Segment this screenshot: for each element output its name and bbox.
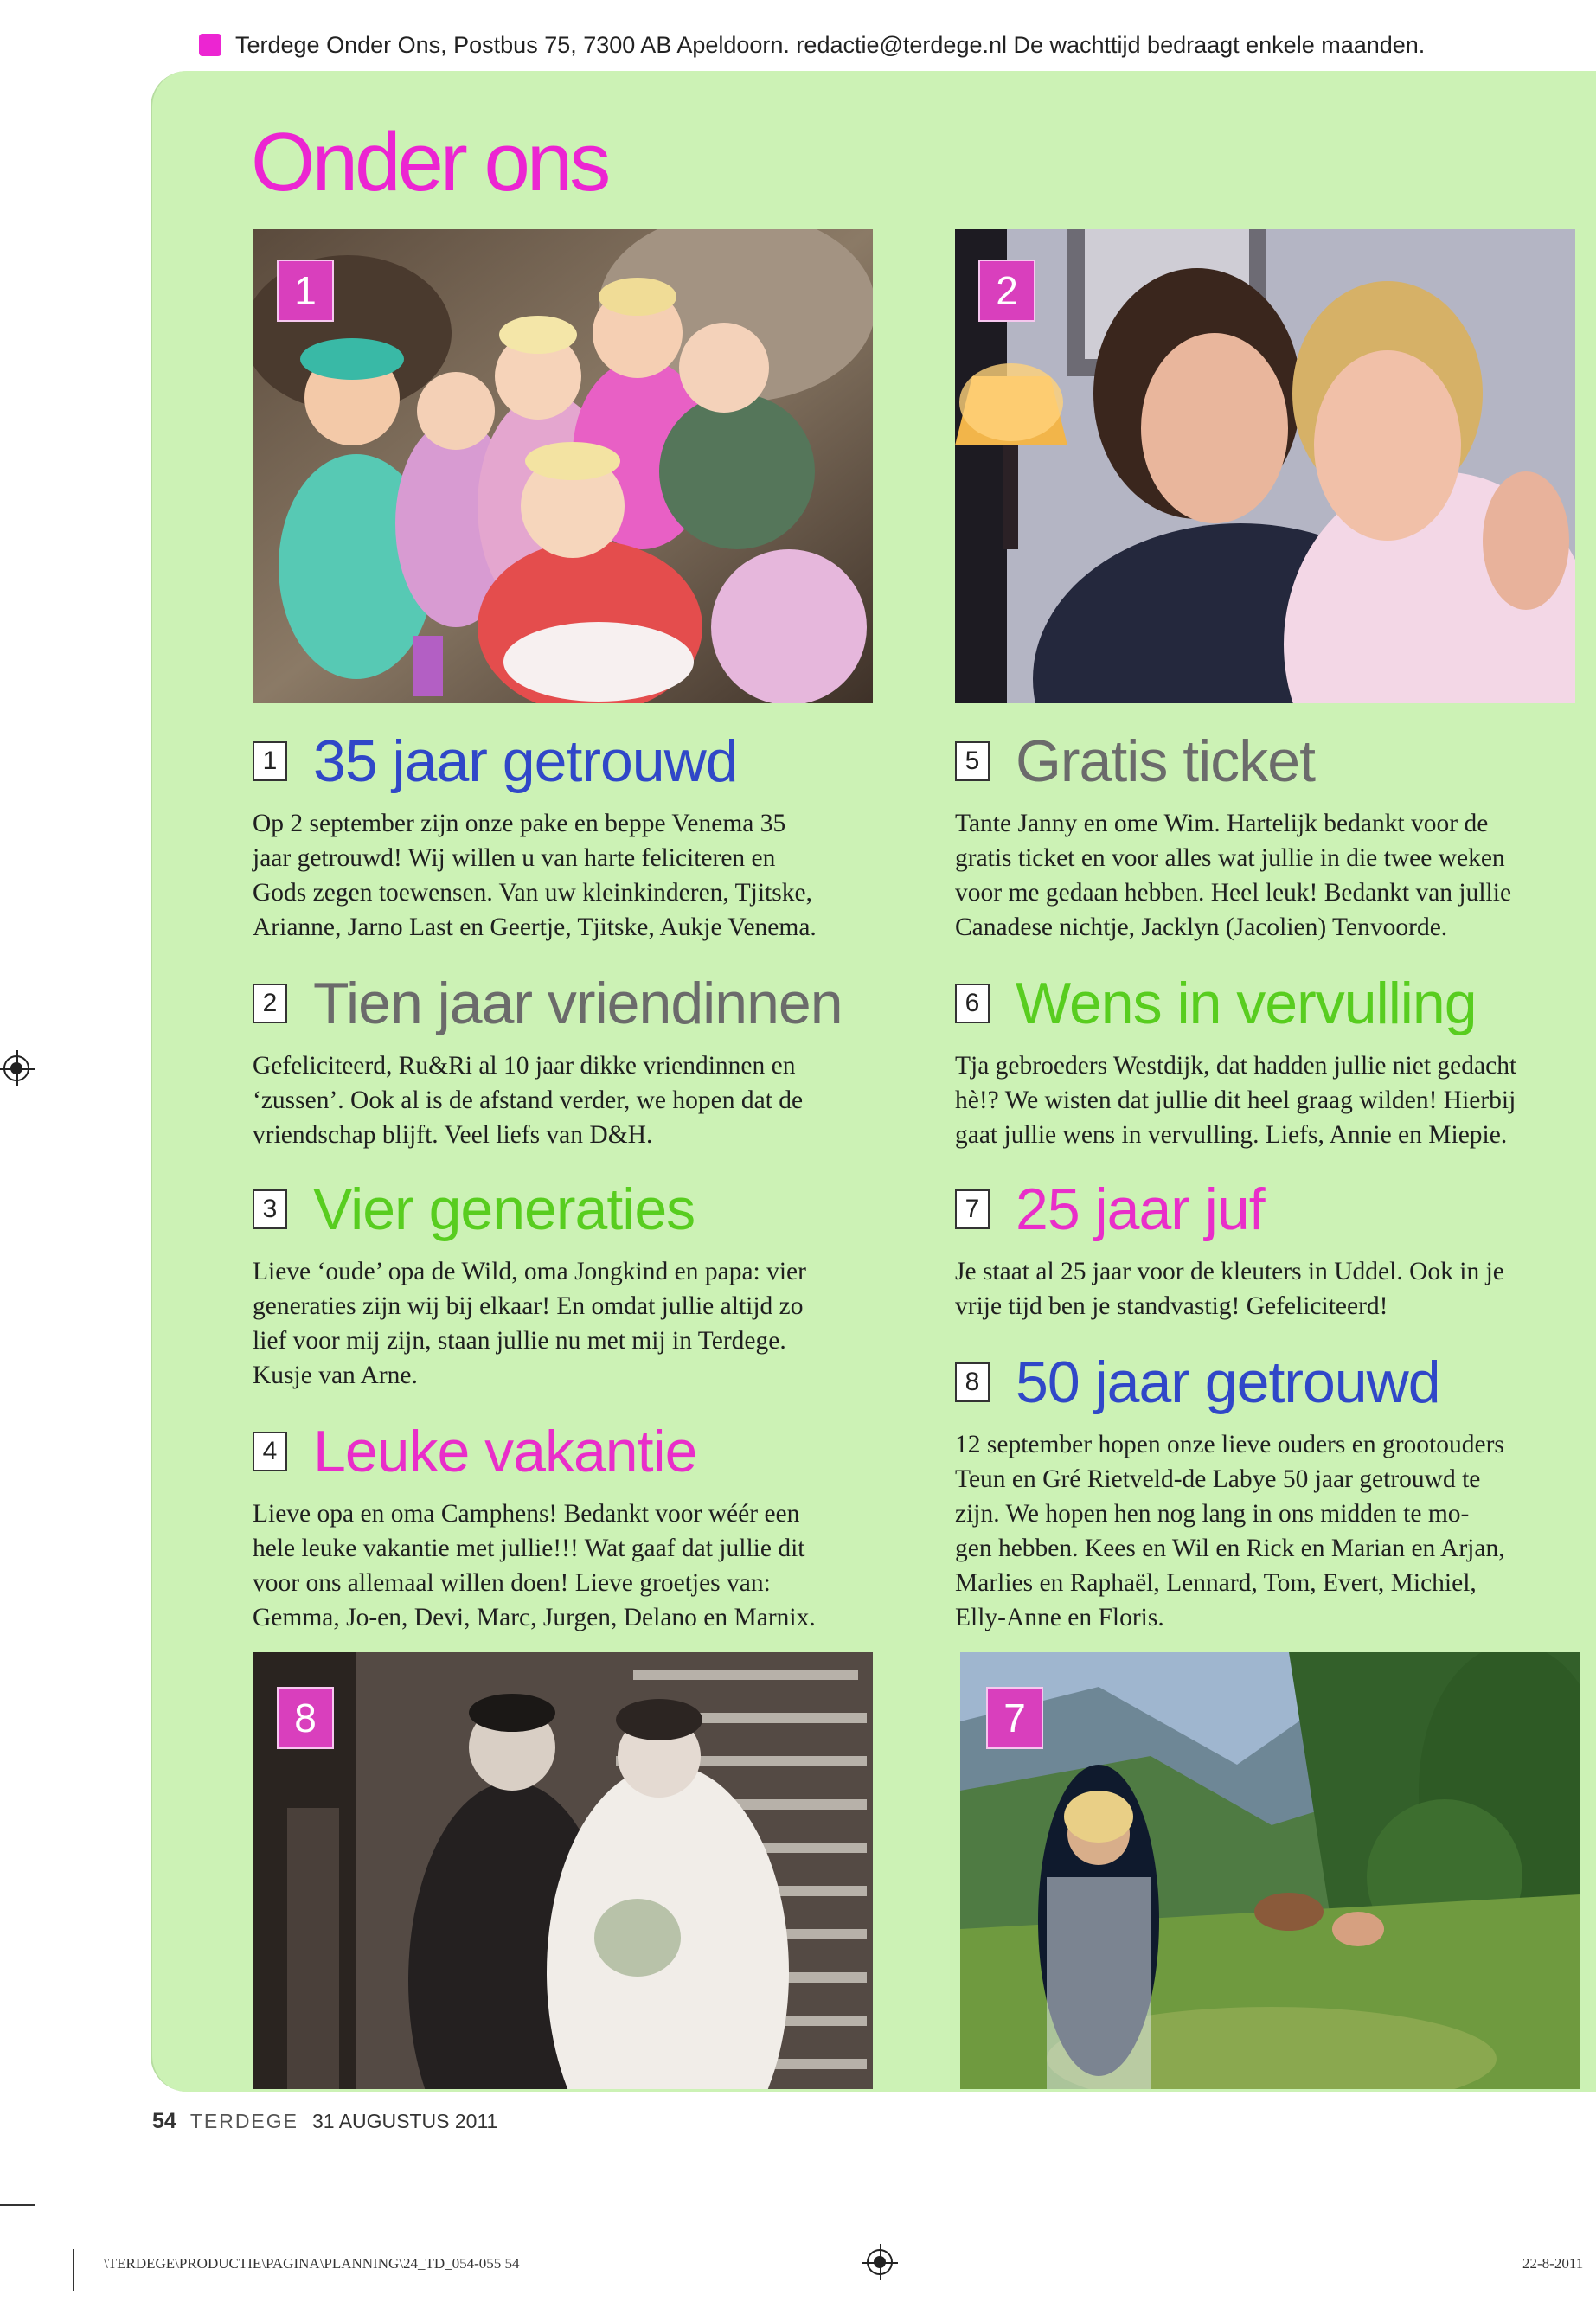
entry-heading: Wens in vervulling [1016,971,1477,1036]
registration-mark-icon [867,2249,893,2275]
photo-friends [955,229,1575,703]
entry-number: 5 [955,741,990,781]
entry-number: 1 [253,741,287,781]
entry-25-jaar-juf [955,1175,1504,1324]
entry-number: 4 [253,1432,287,1471]
registration-mark-icon [3,1055,29,1081]
entry-tien-jaar-vriendinnen [253,969,843,1152]
entry-body: Tja gebroeders Westdijk, dat hadden jullie niet gedacht hè!? We wisten dat jullie dit heel graag wilden! Hierbij gaat jullie wens in vervulling. Liefs, Annie en Miepie. [955,1052,1517,1149]
entry-number: 8 [955,1362,990,1402]
entry-heading: Vier generaties [313,1176,695,1242]
pink-square-bullet [199,34,221,56]
entry-gratis-ticket [955,727,1511,945]
photo-wedding [253,1652,873,2089]
crop-line [0,2204,35,2206]
entry-heading: 50 jaar getrouwd [1016,1349,1440,1415]
photo-badge: 2 [978,260,1035,322]
entry-heading: 25 jaar juf [1016,1176,1265,1242]
entry-50-jaar-getrouwd [955,1348,1505,1635]
entry-body: Tante Janny en ome Wim. Hartelijk bedankt voor de gratis ticket en voor alles wat jullie in die twee weken voor me gedaan hebben. Heel leuk! Bedankt van jullie Canadese nichtje, Jacklyn (Jacolien) Tenvoorde. [955,810,1512,941]
photo-badge: 7 [986,1687,1043,1749]
print-slug-date: 22-8-2011 [1522,2255,1584,2272]
entry-leuke-vakantie [253,1417,816,1635]
entry-body: Lieve opa en oma Camphens! Bedankt voor wéér een hele leuke vakantie met jullie!!! Wat gaaf dat jullie dit voor ons allemaal willen doen! Lieve groetjes van: Gemma, Jo-en, Devi, Marc, Jurgen, Delano en Marnix. [253,1500,816,1631]
submission-address-line [199,28,1583,62]
issue-date: 31 AUGUSTUS 2011 [312,2110,498,2132]
entry-35-jaar-getrouwd [253,727,817,945]
entry-wens-in-vervulling [955,969,1516,1152]
photo-badge: 8 [277,1687,334,1749]
entry-heading: Tien jaar vriendinnen [313,971,843,1036]
entry-body: Je staat al 25 jaar voor de kleuters in Uddel. Ook in je vrije tijd ben je standvastig! Gefeliciteerd! [955,1258,1504,1320]
crop-line [73,2249,74,2291]
page-footer [152,2109,497,2134]
print-slug-path: \TERDEGE\PRODUCTIE\PAGINA\PLANNING\24_TD_054-055 54 [104,2255,520,2272]
photo-badge: 1 [277,260,334,322]
entry-heading: 35 jaar getrouwd [313,728,738,794]
entry-body: Gefeliciteerd, Ru&Ri al 10 jaar dikke vriendinnen en ‘zussen’. Ook al is de afstand verder, we hopen dat de vriendschap blijft. Veel liefs van D&H. [253,1052,804,1149]
address-text: Terdege Onder Ons, Postbus 75, 7300 AB Apeldoorn. redactie@terdege.nl De wachttijd bedraagt enkele maanden. [235,31,1426,58]
entry-number: 2 [253,984,287,1023]
page-number: 54 [152,2109,176,2133]
photo-children [253,229,873,703]
entry-number: 3 [253,1189,287,1229]
entry-body: 12 september hopen onze lieve ouders en grootouders Teun en Gré Rietveld-de Labye 50 jaar getrouwd te zijn. We hopen hen nog lang in ons midden te mo- gen hebben. Kees en Wil en Rick en Marian en Arjan, Marlies en Raphaël, Lennard, Tom, Evert, Michiel, Elly-Anne en Floris. [955,1431,1505,1631]
page-title: Onder ons [251,116,608,208]
entry-heading: Leuke vakantie [313,1419,697,1484]
entry-vier-generaties [253,1175,806,1393]
entry-body: Lieve ‘oude’ opa de Wild, oma Jongkind en papa: vier generaties zijn wij bij elkaar! En omdat jullie altijd zo lief voor mij zijn, staan jullie nu met mij in Terdege. Kusje van Arne. [253,1258,806,1389]
entry-body: Op 2 september zijn onze pake en beppe Venema 35 jaar getrouwd! Wij willen u van harte feliciteren en Gods zegen toewensen. Van uw kleinkinderen, Tjitske, Arianne, Jarno Last en Geertje, Tjitske, Aukje Venema. [253,810,817,941]
photo-mountains [960,1652,1580,2089]
entry-number: 6 [955,984,990,1023]
entry-heading: Gratis ticket [1016,728,1315,794]
entry-number: 7 [955,1189,990,1229]
magazine-name: TERDEGE [189,2110,298,2132]
